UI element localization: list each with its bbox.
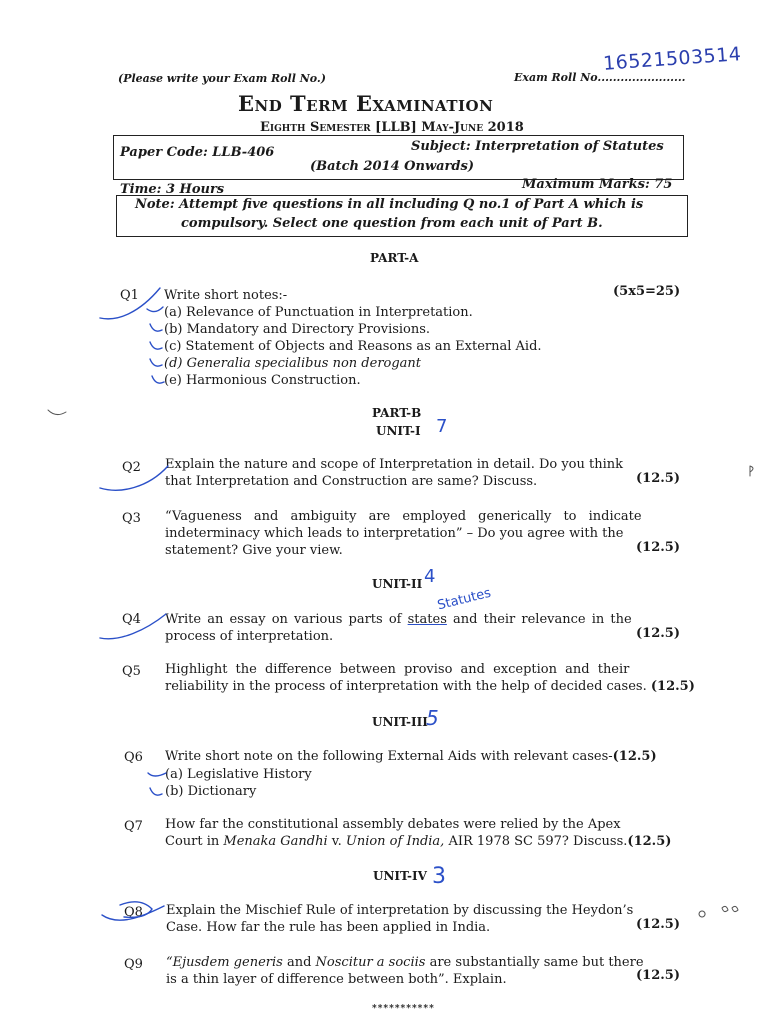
q6-line-1 — [165, 748, 657, 765]
subject: Subject: Interpretation of Statutes — [411, 139, 664, 154]
q1-item-b: (b) Mandatory and Directory Provisions. — [164, 322, 431, 337]
q3-number: Q3 — [122, 511, 141, 526]
q4-line-1-a: Write an essay on various parts of — [165, 612, 402, 627]
q4-marks: (12.5) — [636, 626, 680, 641]
q6-line-1-text: Write short note on the following External Aids with relevant cases- — [165, 749, 613, 764]
q5-marks: (12.5) — [650, 679, 695, 694]
q7-case-name-1: Menaka Gandhi — [223, 834, 328, 849]
q2-marks: (12.5) — [636, 471, 680, 486]
q9-line-2: is a thin layer of difference between both”. Explain. — [166, 972, 507, 987]
tick-q6-a — [148, 773, 166, 776]
note-line-2: compulsory. Select one question from each unit of Part B. — [181, 216, 603, 231]
q6-item-a: (a) Legislative History — [165, 767, 312, 782]
time-allowed: Time: 3 Hours — [120, 182, 225, 197]
q2-line-1: Explain the nature and scope of Interpretation in detail. Do you think — [165, 457, 624, 472]
q7-line-2 — [165, 833, 671, 850]
paper-code: Paper Code: LLB-406 — [120, 145, 275, 160]
q4-line-1 — [165, 611, 632, 628]
tick-q1-a — [147, 307, 163, 312]
q6-number: Q6 — [124, 750, 143, 765]
note-line-1: Note: Attempt five questions in all including Q no.1 of Part A which is — [135, 197, 644, 212]
q5-line-2 — [165, 678, 695, 695]
roll-instruction: (Please write your Exam Roll No.) — [118, 72, 326, 85]
semester-line: Eighth Semester [LLB] May-June 2018 — [260, 120, 524, 135]
q7-citation: AIR 1978 SC 597? Discuss. — [448, 834, 628, 849]
q8-line-1: Explain the Mischief Rule of interpretation by discussing the Heydon’s — [166, 903, 634, 918]
tick-q6-b — [150, 788, 162, 795]
end-stars: *********** — [372, 1004, 435, 1014]
unit-4-heading: UNIT-IV — [373, 869, 427, 883]
tick-q1-c — [150, 342, 162, 349]
tick-q1-e — [152, 376, 164, 383]
q6-marks: (12.5) — [612, 749, 657, 764]
q7-marks: (12.5) — [627, 834, 672, 849]
q7-line-1: How far the constitutional assembly debates were relied by the Apex — [165, 817, 621, 832]
unit-3-heading: UNIT-III — [372, 715, 428, 729]
q9-and: and — [286, 955, 312, 970]
q6-item-b: (b) Dictionary — [165, 784, 257, 799]
q2-line-2: that Interpretation and Construction are same? Discuss. — [165, 474, 538, 489]
roll-dots: ...................... — [601, 71, 686, 84]
unit-2-hand-note: 4 — [424, 566, 436, 587]
q7-versus: v. — [331, 834, 342, 849]
roll-label-line — [514, 71, 686, 84]
unit-1-hand-note: 7 — [436, 416, 448, 437]
q9-number: Q9 — [124, 957, 143, 972]
part-a-heading: PART-A — [370, 251, 419, 265]
tick-q1-b — [150, 324, 162, 331]
q1-text: Write short notes:- — [164, 288, 288, 303]
q4-line-1-c: and their relevance in the — [453, 612, 632, 627]
q2-number: Q2 — [122, 460, 141, 475]
q8-marks: (12.5) — [636, 917, 680, 932]
unit-2-heading: UNIT-II — [372, 577, 423, 591]
roll-number-handwritten: 16521503514 — [602, 43, 743, 75]
q8-number: Q8 — [124, 905, 143, 920]
pencil-mark-right-p — [750, 466, 753, 476]
q8-line-2: Case. How far the rule has been applied in India. — [166, 920, 491, 935]
q1-item-d: (d) Generalia specialibus non derogant — [164, 356, 422, 371]
q9-line-1-rest: are substantially same but there — [429, 955, 644, 970]
maximum-marks: Maximum Marks: 75 — [522, 177, 673, 192]
q5-line-1: Highlight the difference between proviso and exception and their — [165, 662, 630, 677]
unit-4-hand-note: 3 — [432, 864, 446, 889]
tick-q1-d — [150, 359, 162, 366]
q3-marks: (12.5) — [636, 540, 680, 555]
q7-line-2-a: Court in — [165, 834, 220, 849]
q1-item-c: (c) Statement of Objects and Reasons as an External Aid. — [164, 339, 542, 354]
pencil-mark-right-o — [699, 911, 705, 917]
q3-line-2: indeterminacy which leads to interpretation” – Do you agree with the — [165, 526, 624, 541]
exam-title: End Term Examination — [238, 91, 494, 116]
batch: (Batch 2014 Onwards) — [310, 159, 474, 174]
part-b-heading: PART-B — [372, 406, 422, 420]
q7-number: Q7 — [124, 819, 143, 834]
q9-line-1 — [166, 954, 644, 971]
unit-3-hand-note: 5 — [426, 706, 439, 730]
pencil-mark-right-86 — [722, 906, 738, 911]
q9-term-2: Noscitur a sociis — [315, 955, 426, 970]
q1-item-e: (e) Harmonious Construction. — [164, 373, 361, 388]
q9-marks: (12.5) — [636, 968, 680, 983]
q4-number: Q4 — [122, 612, 141, 627]
pencil-mark-left — [48, 410, 66, 415]
q3-line-1: “Vagueness and ambiguity are employed generically to indicate — [165, 509, 642, 524]
unit-1-heading: UNIT-I — [376, 424, 421, 438]
q1-marks: (5x5=25) — [613, 284, 681, 299]
q4-word-states: states — [407, 612, 447, 627]
q4-line-2: process of interpretation. — [165, 629, 334, 644]
q9-term-1: “Ejusdem generis — [166, 955, 283, 970]
q7-case-name-2: Union of India, — [345, 834, 445, 849]
q5-number: Q5 — [122, 664, 141, 679]
q1-item-a: (a) Relevance of Punctuation in Interpretation. — [164, 305, 473, 320]
q4-hand-correction: Statutes — [435, 585, 493, 614]
q5-line-2-text: reliability in the process of interpretation with the help of decided cases. — [165, 679, 647, 694]
q3-line-3: statement? Give your view. — [165, 543, 343, 558]
q1-number: Q1 — [120, 288, 139, 303]
roll-label: Exam Roll No. — [514, 71, 602, 84]
